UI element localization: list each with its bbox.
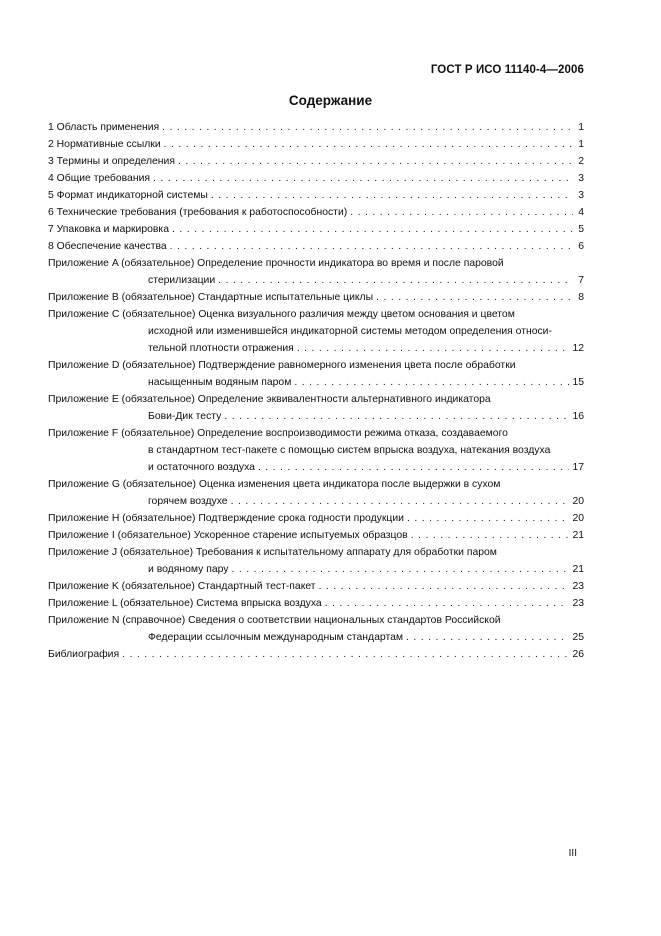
toc-annex-l[interactable]: Приложение L (обязательное) Система впрыска воздуха . . . 23	[48, 595, 584, 612]
toc-annex-c[interactable]: Приложение C (обязательное) Оценка визуального различия между цветом основания и цветом исходной или изменившейся индикаторной системы методом определения относи- тельной плотности отражения . . . 12	[48, 306, 584, 357]
toc-annex-e[interactable]: Приложение E (обязательное) Определение эквивалентности альтернативного индикатора Бови-Дик тесту . . . 16	[48, 391, 584, 425]
toc-annex-f[interactable]: Приложение F (обязательное) Определение воспроизводимости режима отказа, создаваемого в стандартном тест-пакете с помощью систем впрыска воздуха, натекания воздуха и остаточного воздуха . . . 17	[48, 425, 584, 476]
toc-annex-g[interactable]: Приложение G (обязательное) Оценка изменения цвета индикатора после выдержки в сухом горячем воздухе . . . 20	[48, 476, 584, 510]
toc-entry-8[interactable]: 8 Обеспечение качества . . . 6	[48, 238, 584, 255]
toc-annex-h[interactable]: Приложение H (обязательное) Подтверждение срока годности продукции . . . 20	[48, 510, 584, 527]
toc-entry-1[interactable]: 1 Область применения . . . 1	[48, 119, 584, 136]
toc-entry-3[interactable]: 3 Термины и определения . . . 2	[48, 153, 584, 170]
toc-entry-6[interactable]: 6 Технические требования (требования к работоспособности) . . . 4	[48, 204, 584, 221]
toc-annex-b[interactable]: Приложение B (обязательное) Стандартные испытательные циклы . . . 8	[48, 289, 584, 306]
toc-entry-4[interactable]: 4 Общие требования . . . 3	[48, 170, 584, 187]
toc-entry-7[interactable]: 7 Упаковка и маркировка . . . 5	[48, 221, 584, 238]
toc-annex-i[interactable]: Приложение I (обязательное) Ускоренное старение испытуемых образцов . . . 21	[48, 527, 584, 544]
page-title: Содержание	[288, 93, 373, 108]
page-number: III	[568, 848, 577, 859]
toc-annex-j[interactable]: Приложение J (обязательное) Требования к испытательному аппарату для обработки паром и водяному пару . . . 21	[48, 544, 584, 578]
document-header: ГОСТ Р ИСО 11140-4—2006	[430, 64, 584, 76]
toc-entry-2[interactable]: 2 Нормативные ссылки . . . 1	[48, 136, 584, 153]
toc-entry-5[interactable]: 5 Формат индикаторной системы . . . 3	[48, 187, 584, 204]
toc-bibliography[interactable]: Библиография . . . 26	[48, 646, 584, 663]
toc-annex-k[interactable]: Приложение K (обязательное) Стандартный тест-пакет . . . 23	[48, 578, 584, 595]
toc-annex-a[interactable]: Приложение A (обязательное) Определение прочности индикатора во время и после паровой стерилизации . . . 7	[48, 255, 584, 289]
toc-annex-n[interactable]: Приложение N (справочное) Сведения о соответствии национальных стандартов Российской Федерации ссылочным международным стандартам . . . 25	[48, 612, 584, 646]
toc-annex-d[interactable]: Приложение D (обязательное) Подтверждение равномерного изменения цвета после обработки насыщенным водяным паром . . . 15	[48, 357, 584, 391]
table-of-contents	[48, 119, 584, 663]
